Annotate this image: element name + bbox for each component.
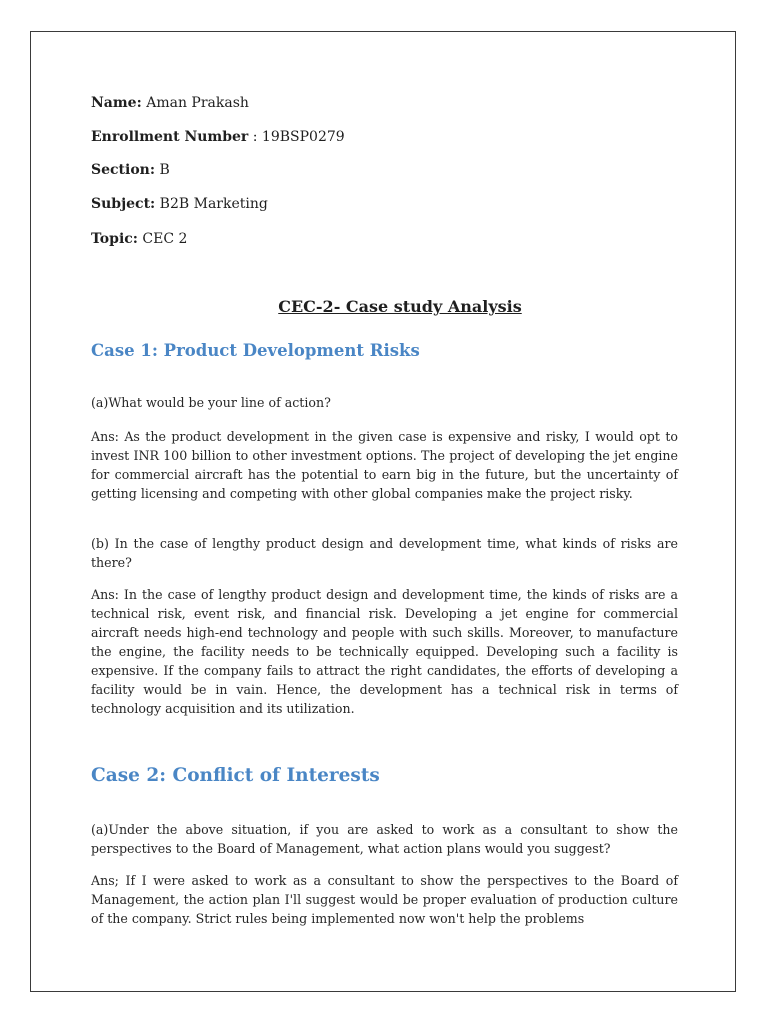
case1-answer-a: Ans: As the product development in the given case is expensive and risky, I would opt to invest INR 100 billion to other investment options. The project of developing the jet engine for commercial aircraft has the potential to earn big in the future, but the uncertainty of getting licensing and competing with other global companies make the project risky. [91,429,678,501]
section-field [91,161,170,179]
case1-heading: Case 1: Product Development Risks [91,341,420,360]
case1-answer-b: Ans: In the case of lengthy product design and development time, the kinds of risks are a technical risk, event risk, and financial risk. Developing a jet engine for commercial aircraft needs high-end technology and people with such skills. Moreover, to manufacture the engine, the facility needs to be technically equipped. Developing such a facility is expensive. If the company fails to attract the right candidates, the efforts of developing a facility would be in vain. Hence, the development has a technical risk in terms of technology acquisition and its utilization. [91,587,678,716]
enrollment-field [91,128,345,146]
subject-field [91,195,268,213]
subject-value: B2B Marketing [155,196,268,212]
case1-question-b: (b) In the case of lengthy product design and development time, what kinds of risks are there? [91,536,678,570]
name-value: Aman Prakash [141,95,249,111]
topic-label: Topic: [91,231,138,247]
document-title: CEC-2- Case study Analysis [278,297,522,316]
topic-field [91,230,187,248]
enrollment-label: Enrollment Number [91,129,249,145]
name-field [91,94,249,112]
subject-label: Subject: [91,196,156,212]
document-page [30,31,736,992]
section-label: Section: [91,162,156,178]
case2-heading: Case 2: Conflict of Interests [91,765,380,786]
enrollment-value: : 19BSP0279 [248,129,345,145]
case1-question-a: (a)What would be your line of action? [91,395,331,410]
case2-answer-a: Ans; If I were asked to work as a consultant to show the perspectives to the Board of Management, the action plan I'll suggest would be proper evaluation of production culture of the company. Strict rules being implemented now won't help the problems [91,873,678,926]
name-label: Name: [91,95,142,111]
section-value: B [155,162,170,178]
case2-question-a: (a)Under the above situation, if you are asked to work as a consultant to show the perspectives to the Board of Management, what action plans would you suggest? [91,822,678,856]
topic-value: CEC 2 [137,231,188,247]
